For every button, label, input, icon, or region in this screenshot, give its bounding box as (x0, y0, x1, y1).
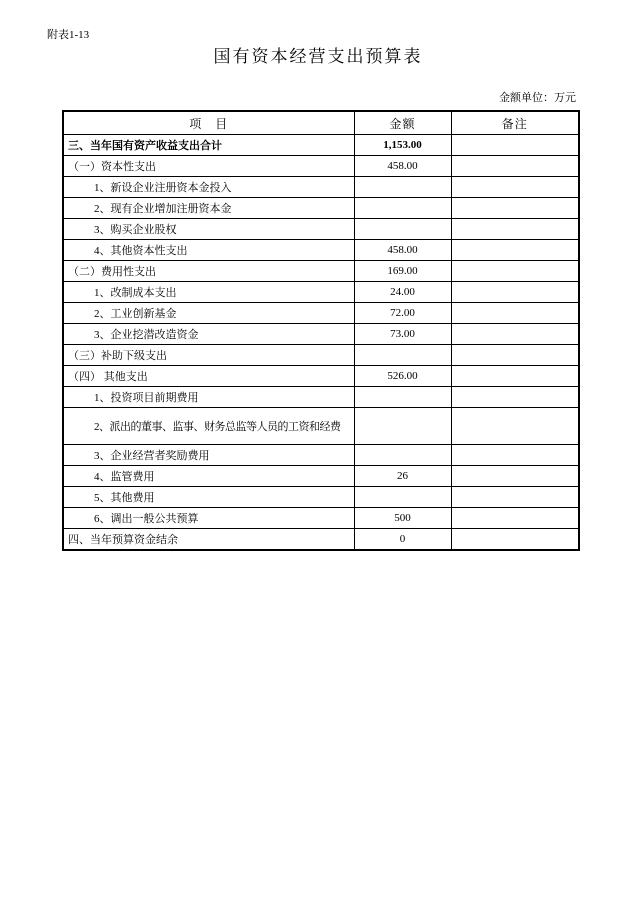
item-cell: 5、其他费用 (63, 487, 354, 508)
table-row (63, 324, 579, 345)
table-body (63, 135, 579, 551)
table-row (63, 366, 579, 387)
amount-cell: 73.00 (354, 324, 451, 345)
item-cell: 1、新设企业注册资本金投入 (63, 177, 354, 198)
item-cell: （四） 其他支出 (63, 366, 354, 387)
item-cell: （二）费用性支出 (63, 261, 354, 282)
table-row (63, 303, 579, 324)
item-cell: 3、购买企业股权 (63, 219, 354, 240)
table-row (63, 387, 579, 408)
remark-cell (451, 445, 579, 466)
budget-table (62, 110, 580, 551)
remark-cell (451, 387, 579, 408)
amount-cell (354, 198, 451, 219)
item-cell: 3、企业经营者奖励费用 (63, 445, 354, 466)
table-row (63, 219, 579, 240)
amount-cell: 526.00 (354, 366, 451, 387)
item-cell: 3、企业挖潜改造资金 (63, 324, 354, 345)
remark-cell (451, 261, 579, 282)
table-header-row (63, 111, 579, 135)
item-cell: （一）资本性支出 (63, 156, 354, 177)
item-cell: 三、当年国有资产收益支出合计 (63, 135, 354, 156)
table-row (63, 282, 579, 303)
remark-cell (451, 282, 579, 303)
table-row (63, 487, 579, 508)
remark-cell (451, 177, 579, 198)
item-cell: 2、工业创新基金 (63, 303, 354, 324)
remark-cell (451, 366, 579, 387)
amount-cell (354, 387, 451, 408)
remark-cell (451, 198, 579, 219)
amount-cell (354, 177, 451, 198)
amount-cell (354, 408, 451, 445)
item-cell: 1、改制成本支出 (63, 282, 354, 303)
table-row (63, 466, 579, 487)
table-row (63, 135, 579, 156)
annex-label: 附表1-13 (47, 29, 90, 41)
table-row (63, 529, 579, 551)
remark-cell (451, 324, 579, 345)
column-header-item: 项 目 (63, 111, 354, 135)
amount-cell: 458.00 (354, 156, 451, 177)
amount-cell (354, 345, 451, 366)
item-cell: 2、现有企业增加注册资本金 (63, 198, 354, 219)
item-cell: 4、监管费用 (63, 466, 354, 487)
table-row (63, 240, 579, 261)
item-cell: 1、投资项目前期费用 (63, 387, 354, 408)
table-row (63, 408, 579, 445)
amount-cell: 169.00 (354, 261, 451, 282)
remark-cell (451, 466, 579, 487)
item-cell: （三）补助下级支出 (63, 345, 354, 366)
amount-cell: 72.00 (354, 303, 451, 324)
amount-cell: 26 (354, 466, 451, 487)
item-cell: 2、派出的董事、监事、财务总监等人员的工资和经费 (63, 408, 354, 445)
remark-cell (451, 345, 579, 366)
amount-cell (354, 445, 451, 466)
table-row (63, 508, 579, 529)
remark-cell (451, 219, 579, 240)
remark-cell (451, 408, 579, 445)
amount-cell: 0 (354, 529, 451, 551)
page-title: 国有资本经营支出预算表 (213, 47, 423, 66)
amount-cell: 1,153.00 (354, 135, 451, 156)
table-row (63, 177, 579, 198)
table-row (63, 156, 579, 177)
amount-cell (354, 219, 451, 240)
column-header-remark: 备注 (451, 111, 579, 135)
table-row (63, 445, 579, 466)
table-row (63, 198, 579, 219)
remark-cell (451, 529, 579, 551)
amount-cell (354, 487, 451, 508)
remark-cell (451, 508, 579, 529)
item-cell: 4、其他资本性支出 (63, 240, 354, 261)
remark-cell (451, 303, 579, 324)
remark-cell (451, 240, 579, 261)
column-header-amount: 金额 (354, 111, 451, 135)
remark-cell (451, 156, 579, 177)
item-cell: 6、调出一般公共预算 (63, 508, 354, 529)
table-row (63, 261, 579, 282)
item-cell: 四、当年预算资金结余 (63, 529, 354, 551)
amount-cell: 500 (354, 508, 451, 529)
unit-label: 金额单位：万元 (499, 92, 576, 104)
amount-cell: 458.00 (354, 240, 451, 261)
amount-cell: 24.00 (354, 282, 451, 303)
table-row (63, 345, 579, 366)
remark-cell (451, 135, 579, 156)
remark-cell (451, 487, 579, 508)
